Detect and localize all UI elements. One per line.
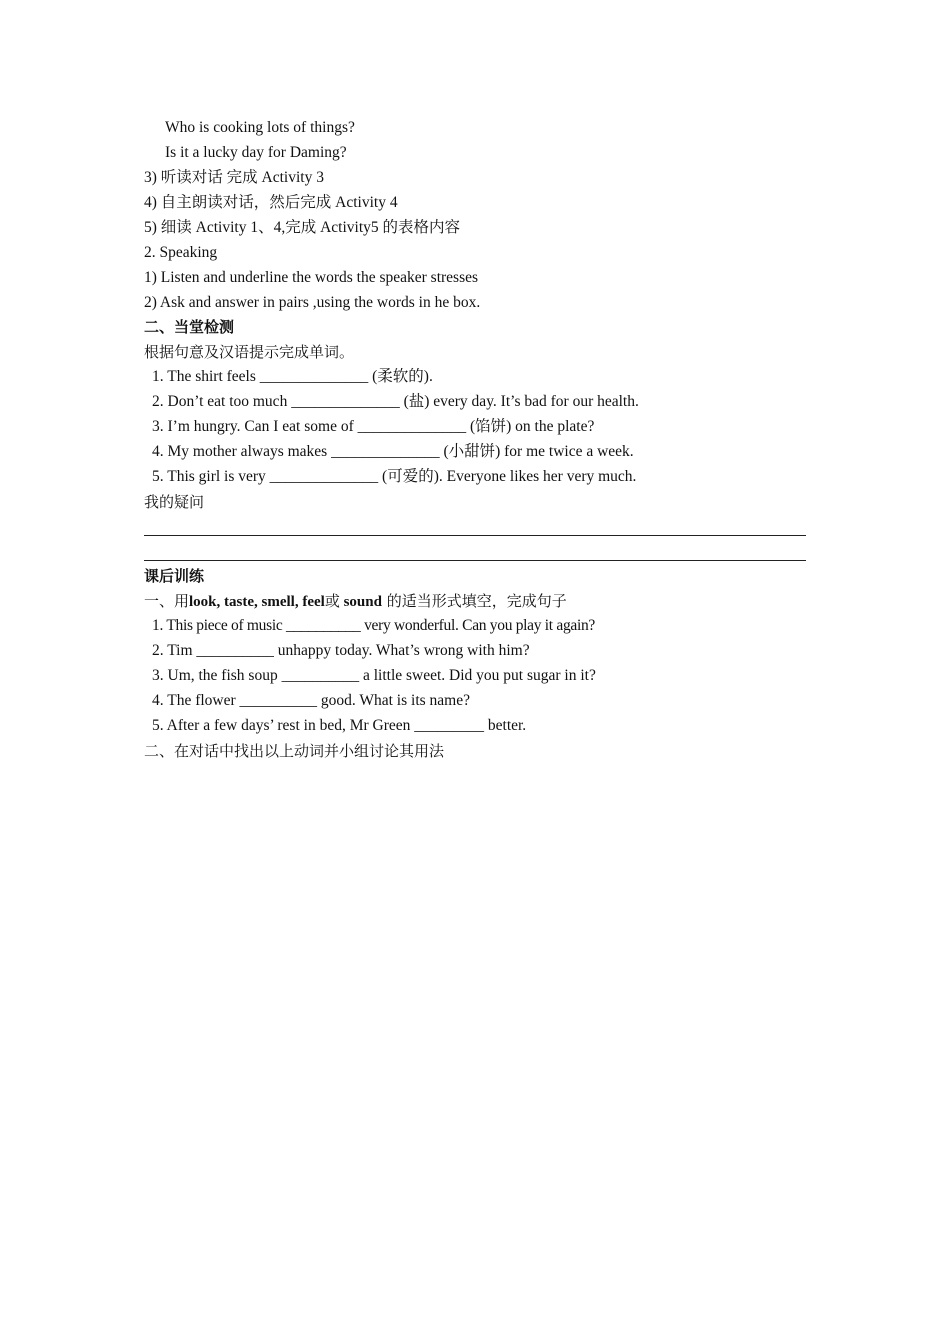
after-class-item: 5. After a few days’ rest in bed, Mr Green _________ better.	[152, 717, 527, 734]
after-class-item: 3. Um, the fish soup __________ a little sweet. Did you put sugar in it?	[152, 667, 596, 684]
part1-words-a: look, taste, smell, feel	[189, 594, 325, 610]
speaking-step: 2) Ask and answer in pairs ,using the words in he box.	[144, 294, 481, 311]
class-test-item: 2. Don’t eat too much ______________ (盐) every day. It’s bad for our health.	[152, 393, 639, 410]
part1-or: 或	[324, 592, 340, 610]
after-class-part2: 二、在对话中找出以上动词并小组讨论其用法	[144, 742, 445, 760]
part1-words-b: sound	[339, 594, 382, 610]
after-class-part1-instruction	[144, 591, 567, 612]
after-class-item: 1. This piece of music __________ very wonderful. Can you play it again?	[152, 617, 596, 634]
speaking-step: 1) Listen and underline the words the speaker stresses	[144, 269, 479, 286]
reading-question: Is it a lucky day for Daming?	[165, 144, 347, 161]
reading-step: 5) 细读 Activity 1、4,完成 Activity5 的表格内容	[144, 219, 461, 236]
answer-line	[144, 560, 806, 561]
speaking-heading: 2. Speaking	[144, 244, 218, 261]
after-class-item: 2. Tim __________ unhappy today. What’s wrong with him?	[152, 642, 530, 659]
class-test-item: 4. My mother always makes ______________ (小甜饼) for me twice a week.	[152, 443, 634, 460]
reading-step: 3) 听读对话 完成 Activity 3	[144, 169, 324, 186]
after-class-item: 4. The flower __________ good. What is its name?	[152, 692, 470, 709]
after-class-heading: 课后训练	[144, 567, 205, 585]
my-questions-label: 我的疑问	[144, 493, 205, 511]
class-test-item: 5. This girl is very ______________ (可爱的). Everyone likes her very much.	[152, 468, 637, 485]
reading-step: 4) 自主朗读对话，然后完成 Activity 4	[144, 194, 398, 211]
class-test-heading: 二、当堂检测	[144, 318, 235, 336]
answer-line	[144, 535, 806, 536]
class-test-instruction: 根据句意及汉语提示完成单词。	[144, 343, 355, 361]
reading-question: Who is cooking lots of things?	[165, 119, 355, 136]
part1-suffix: 的适当形式填空，完成句子	[381, 592, 567, 610]
class-test-item: 1. The shirt feels ______________ (柔软的).	[152, 368, 433, 385]
class-test-item: 3. I’m hungry. Can I eat some of ______________ (馅饼) on the plate?	[152, 418, 595, 435]
part1-prefix: 一、用	[144, 592, 190, 610]
